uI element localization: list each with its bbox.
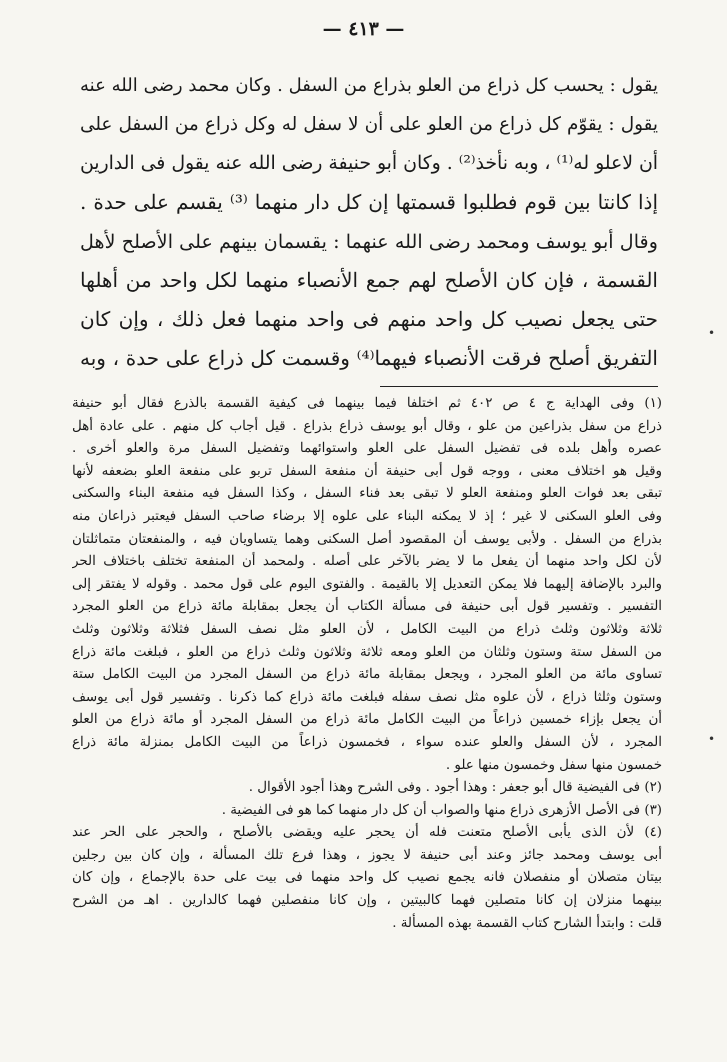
footnote-line: تساوى مائة من العلو المجرد ، ويجعل بمقابلة مائة ذراع من السفل المجرد من البيت الكامل ستة	[72, 667, 662, 683]
footnote-line: تبقى بعد فوات العلو ومنفعة العلو لا تبقى بعد فناء السفل ، وكذا السفل فيه منفعة البناء والسكنى	[72, 486, 662, 502]
footnotes	[72, 393, 662, 935]
footnote-line: ثلاثة وثلاثون وثلث ذراع من البيت الكامل ، لأن العلو مثل نصف السفل فثلاثة وثلاثون وثلث	[72, 621, 662, 637]
footnote-line: (١) وفى الهداية ج ٤ ص ٤٠٢ ثم اختلفا فيما بينهما فى كيفية القسمة بالذرع فقال أبو حنيفة	[72, 396, 662, 411]
footnote-line: عصره وأهل بلده فى تفضيل السفل على العلو واستوائهما وتفضيل السفل مرة والعلو أخرى .	[72, 441, 662, 457]
main-text	[80, 66, 658, 378]
footnote-line: بينهما منزلان إن كانا متصلين فهما كالبيتين ، وإن كانا منفصلين فهما كالدارين . اهـ من الشرح	[72, 893, 662, 909]
footnote-line: (٢) فى الفيضية قال أبو جعفر : وهذا أجود . وفى الشرح وهذا أجود الأقوال .	[248, 780, 662, 796]
main-text-line: وقال أبو يوسف ومحمد رضى الله عنهما : يقسمان بينهم على الأصلح لأهل	[80, 230, 658, 253]
footnote-line: لأن لكل واحد منهما أن يفعل ما لا يضر بالآخر على أصله . ولمحمد أن المنفعة تختلف باختلاف الحر	[72, 554, 662, 570]
footnote-line: (٣) فى الأصل الأزهرى ذراع منها والصواب أن كل دار منهما كما هو فى الفيضية .	[221, 802, 662, 818]
footnote-line: وستون وثلثا ذراع ، لأن علوه مثل نصف سفله فبلغت مائة ذراع كما ذكرنا . وتفسير قول أبى يوسف	[72, 689, 662, 705]
footnote-line: قلت : وابتدأ الشارح كتاب القسمة بهذه المسألة .	[392, 915, 662, 931]
main-text-line: يقول : يحسب كل ذراع من العلو بذراع من السفل . وكان محمد رضى الله عنه	[80, 75, 658, 96]
main-text-line: يقول : يقوّم كل ذراع من العلو على أن لا سفل له وكل ذراع من السفل على	[80, 114, 658, 135]
main-text-line: التفريق أصلح فرقت الأنصباء فيهما⁽⁴⁾ وقسمت كل ذراع على حدة ، وبه	[80, 346, 658, 370]
main-text-line: القسمة ، فإن كان الأصلح لهم جمع الأنصباء منهما لكل واحد من أهلها	[80, 268, 658, 292]
footnote-line: أبى يوسف ومحمد جائز وعند أبى حنيفة لا يجوز ، وهذا فرع تلك المسألة ، وإن كان بين رجلين	[72, 847, 662, 863]
page-number: — ٤١٣ —	[322, 18, 405, 40]
footnote-line: التفسير . وتفسير قول أبى حنيفة فى مسألة الكتاب أن يجعل بمقابلة مائة ذراع من العلو المجرد	[72, 599, 662, 615]
margin-dot-icon: •	[708, 326, 716, 340]
footnote-line: ذراع من سفل بذراعين من علو ، وقال أبو يوسف ذراع بذراع . قيل أجاب كل منهم . على عادة أهل	[72, 418, 662, 434]
footnote-line: وقيل هو اختلاف معنى ، ووجه قول أبى حنيفة أن منفعة السفل تربو على منفعة العلو بضعفه لأنها	[72, 463, 662, 479]
main-text-line: إذا كانتا بين قوم فطلبوا قسمتها إن كل دار منهما ⁽³⁾ يقسم على حدة .	[80, 190, 658, 214]
footnote-line: (٤) لأن الذى يأبى الأصلح متعنت فله أن يحجر عليه ويقضى بالأصلح ، والحجر على الحر عند	[72, 825, 662, 841]
main-text-line: أن لاعلو له⁽¹⁾ ، وبه نأخذ⁽²⁾ . وكان أبو حنيفة رضى الله عنه يقول فى الدارين	[80, 153, 658, 174]
footnote-line: أن يجعل بإزاء خمسين ذراعاً من البيت الكامل مائة ذراع من السفل المجرد أو مائة ذراع من العلو	[72, 712, 662, 728]
margin-dot-icon: •	[708, 732, 716, 746]
footnote-line: بيتان متصلان أو منفصلان فانه يجمع نصيب كل واحد منهما فى بيت على حدة بالإجماع ، وإن كان	[72, 870, 662, 886]
footnote-line: بذراع من السفل . ولأبى يوسف أن المقصود أصل السكنى وهما يتساويان فيه ، والمنفعتان متماثلتان	[72, 531, 662, 547]
footnote-line: من السفل ستة وستون وثلثان من العلو ومعه ثلاثة وثلاثون وثلث ذراع من العلو ، فبلغت مائة ذراع	[72, 644, 662, 660]
footnote-line: وفى العلو السكنى لا غير ؛ إذ لا يمكنه البناء على علوه إلا برضاء صاحب السفل فيعتبر ذراعان منه	[72, 508, 662, 524]
footnote-line: المجرد ، لأن السفل والعلو عنده سواء ، فخمسون ذراعاً من البيت الكامل بمنزلة مائة ذراع	[72, 734, 662, 750]
main-text-line: حتى يجعل نصيب كل واحد منهم فى واحد منهما فعل ذلك ، وإن كان	[80, 307, 658, 331]
footnote-divider	[380, 386, 658, 387]
footnote-line: والبرد بالإضافة إليهما فلا يمكن التعديل إلا بالقيمة . والفتوى اليوم على قول محمد . وقوله لا يفتقر إلى	[72, 576, 662, 592]
footnote-line: خمسون منها سفل وخمسون منها علو .	[445, 757, 662, 773]
